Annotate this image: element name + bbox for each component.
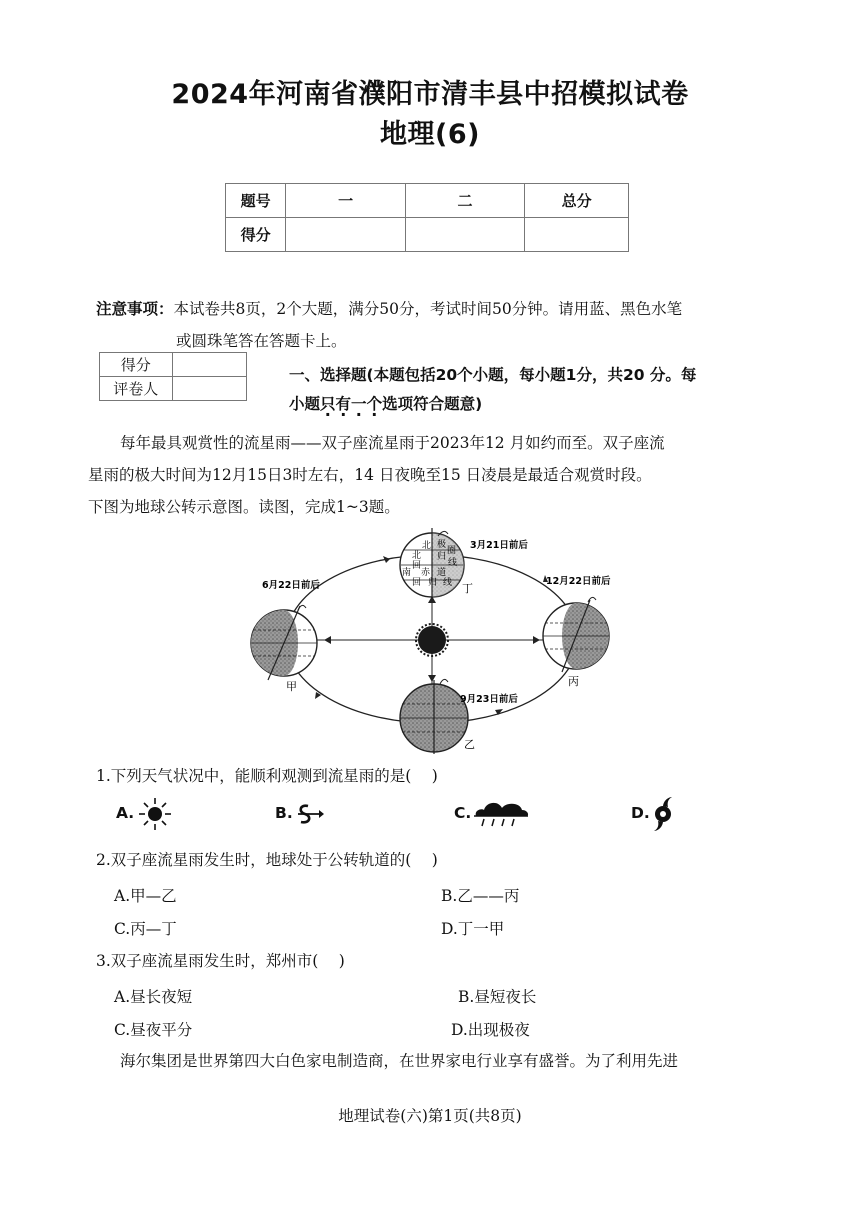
label-december: 12月22日前后 [546, 576, 611, 587]
reviewer-score-cell[interactable] [172, 353, 246, 377]
q1-option-b[interactable] [275, 804, 293, 822]
typhoon-icon [650, 795, 676, 833]
question-1-stem: 1.下列天气状况中，能顺利观测到流星雨的是( ) [96, 767, 438, 785]
passage1-line1: 每年最具观赏性的流星雨——双子座流星雨于2023年12 月如约而至。双子座流 [120, 434, 665, 452]
score-cell-part1[interactable] [286, 218, 405, 252]
globe-text: 极 [437, 540, 447, 550]
earth-orbit-diagram [240, 522, 630, 754]
q1-option-d-label: D. [631, 804, 650, 822]
score-cell-total[interactable] [525, 218, 629, 252]
passage1-line2: 星雨的极大时间为12月15日3时左右，14 日夜晚至15 日凌晨是最适合观赏时段。 [88, 466, 652, 484]
reviewer-name-label: 评卷人 [100, 377, 173, 401]
q1-option-c[interactable] [454, 804, 471, 822]
arrow-down-icon [428, 675, 436, 682]
exam-title: 2024年河南省濮阳市清丰县中招模拟试卷 [171, 79, 689, 110]
globe-text: 赤 [421, 568, 431, 578]
globe-text: 归 [437, 552, 447, 562]
section-heading-line1: 一、选择题(本题包括20个小题，每小题1分，共20 分。每 [289, 366, 697, 384]
label-jia: 甲 [286, 680, 297, 693]
sun-icon [136, 797, 174, 831]
label-yi: 乙 [464, 738, 475, 751]
score-table [225, 183, 629, 252]
q3-option-a[interactable]: A.昼长夜短 [114, 988, 193, 1006]
globe-text: 圈 [447, 546, 457, 556]
arrow-left-icon [324, 636, 331, 644]
q1-option-b-label: B. [275, 804, 293, 822]
globe-jia [251, 605, 317, 680]
globe-text: 北 [422, 541, 432, 551]
reviewer-name-cell[interactable] [172, 377, 246, 401]
section-heading-line2 [289, 394, 482, 414]
passage1-line3: 下图为地球公转示意图。读图，完成1~3题。 [88, 498, 400, 516]
q3-option-b[interactable]: B.昼短夜长 [458, 988, 537, 1006]
score-cell-part2[interactable] [405, 218, 524, 252]
q2-option-a[interactable]: A.甲—乙 [114, 887, 177, 905]
reviewer-score-label: 得分 [100, 353, 173, 377]
notice-text1: 本试卷共8页，2个大题，满分50分，考试时间50分钟。请用蓝、黑色水笔 [173, 300, 683, 318]
score-header-part2: 二 [405, 184, 524, 218]
q1-option-a-label: A. [116, 804, 135, 822]
notice-label: 注意事项： [96, 300, 174, 318]
q1-option-a[interactable] [116, 804, 134, 822]
question-2-stem: 2.双子座流星雨发生时，地球处于公转轨道的( ) [96, 851, 438, 869]
section-heading-pre: 小题 [289, 395, 321, 413]
q1-option-d[interactable] [631, 804, 650, 822]
globe-text: 线 [443, 578, 453, 588]
globe-bing [543, 597, 609, 672]
arrow-right-icon [533, 636, 540, 644]
page-footer: 地理试卷(六)第1页(共8页) [338, 1107, 522, 1125]
emphasis-char: 只 [320, 395, 336, 413]
question-3-stem: 3.双子座流星雨发生时，郑州市( ) [96, 952, 345, 970]
globe-text: 道 [437, 568, 447, 578]
label-ding: 丁 [462, 582, 473, 595]
emphasis-char: 一 [351, 395, 367, 413]
notice-line1 [96, 299, 682, 319]
score-row-label: 得分 [226, 218, 286, 252]
globe-text: 北 [412, 551, 422, 561]
section-heading-post: 选项符合题意) [382, 395, 483, 413]
q2-option-c[interactable]: C.丙—丁 [114, 920, 177, 938]
globe-ding [400, 528, 464, 602]
label-bing: 丙 [568, 675, 579, 688]
score-header-part1: 一 [286, 184, 405, 218]
globe-text: 线 [448, 558, 458, 568]
globe-text: 回 [412, 561, 422, 571]
score-header-total: 总分 [525, 184, 629, 218]
q2-option-b[interactable]: B.乙——丙 [441, 887, 520, 905]
emphasis-char: 个 [366, 395, 383, 413]
q2-option-d[interactable]: D.丁一甲 [441, 920, 505, 938]
notice-line2: 或圆珠笔答在答题卡上。 [176, 332, 347, 350]
label-march: 3月21日前后 [470, 540, 528, 551]
globe-text: 回 [412, 578, 422, 588]
globe-text: 南 [402, 568, 412, 578]
passage2-line1: 海尔集团是世界第四大白色家电制造商，在世界家电行业享有盛誉。为了利用先进 [120, 1052, 679, 1070]
reviewer-table [99, 352, 247, 401]
label-september: 9月23日前后 [460, 694, 518, 705]
q1-option-c-label: C. [454, 804, 472, 822]
cloudy-rain-icon [472, 796, 530, 828]
q3-option-d[interactable]: D.出现极夜 [451, 1021, 530, 1039]
score-header-number: 题号 [226, 184, 286, 218]
q3-option-c[interactable]: C.昼夜平分 [114, 1021, 193, 1039]
emphasis-char: 有 [335, 395, 352, 413]
sun-graphic [416, 624, 448, 656]
sandstorm-icon [294, 802, 326, 826]
section-heading-emphasis [320, 395, 382, 413]
label-june: 6月22日前后 [262, 580, 320, 591]
globe-yi [400, 679, 468, 754]
globe-text: 归 [428, 578, 438, 588]
exam-subtitle: 地理(6) [380, 119, 480, 150]
